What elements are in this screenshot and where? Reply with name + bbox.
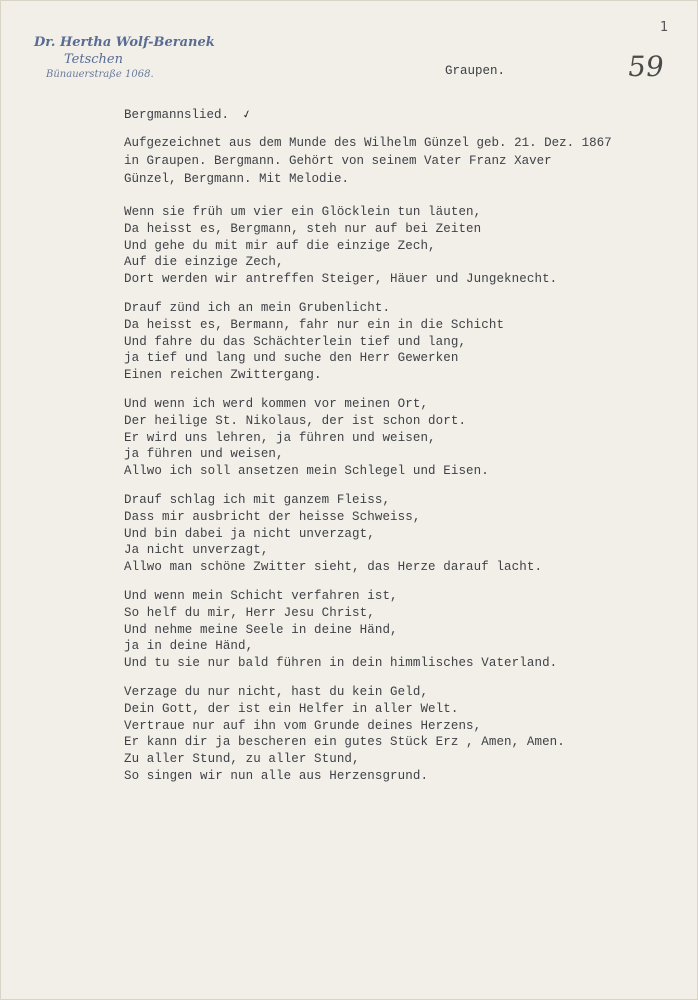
place-heading: Graupen.: [445, 64, 506, 78]
stanza: [124, 492, 684, 576]
verse-line: Und tu sie nur bald führen in dein himmlisches Vaterland.: [124, 656, 558, 671]
verse-line: Dass mir ausbricht der heisse Schweiss,: [124, 509, 421, 524]
check-mark-icon: ✓: [241, 107, 253, 123]
verse-line: Und gehe du mit mir auf die einzige Zech,: [124, 238, 436, 253]
verse-line: Der heilige St. Nikolaus, der ist schon dort.: [124, 413, 467, 428]
intro-line: Aufgezeichnet aus dem Munde des Wilhelm Günzel geb. 21. Dez. 1867: [124, 136, 612, 150]
verse-line: Einen reichen Zwittergang.: [124, 368, 322, 383]
intro-line: Günzel, Bergmann. Mit Melodie.: [124, 172, 350, 186]
verse-line: ja führen und weisen,: [124, 447, 284, 462]
intro-line: in Graupen. Bergmann. Gehört von seinem Vater Franz Xaver: [124, 154, 552, 168]
verse-line: Drauf schlag ich mit ganzem Fleiss,: [124, 492, 391, 507]
song-title: Bergmannslied.: [124, 108, 230, 122]
stanza: [124, 396, 684, 480]
verse-line: ja in deine Händ,: [124, 639, 254, 654]
verse-line: Allwo ich soll ansetzen mein Schlegel und Eisen.: [124, 464, 489, 479]
folio-number: 59: [625, 50, 666, 83]
author-stamp: [34, 34, 214, 82]
stanza: [124, 204, 684, 288]
stamp-street: Bünauerstraße 1068.: [46, 69, 154, 80]
verse-line: Dein Gott, der ist ein Helfer in aller Welt.: [124, 701, 459, 716]
verse-line: Allwo man schöne Zwitter sieht, das Herze darauf lacht.: [124, 560, 543, 575]
verse-line: Und bin dabei ja nicht unverzagt,: [124, 526, 375, 541]
verse-line: Vertraue nur auf ihn vom Grunde deines Herzens,: [124, 718, 482, 733]
stanza: [124, 684, 684, 785]
verse-line: Und fahre du das Schächterlein tief und lang,: [124, 334, 467, 349]
verse-line: ja tief und lang und suche den Herr Gewerken: [124, 351, 459, 366]
verse-line: So helf du mir, Herr Jesu Christ,: [124, 605, 375, 620]
verse-line: Und nehme meine Seele in deine Händ,: [124, 622, 398, 637]
poem-body: [124, 204, 684, 797]
verse-line: Dort werden wir antreffen Steiger, Häuer und Jungeknecht.: [124, 272, 558, 287]
verse-line: Er kann dir ja bescheren ein gutes Stück Erz , Amen, Amen.: [124, 735, 565, 750]
stamp-city: Tetschen: [64, 52, 123, 67]
verse-line: Zu aller Stund, zu aller Stund,: [124, 752, 360, 767]
verse-line: Drauf zünd ich an mein Grubenlicht.: [124, 300, 391, 315]
verse-line: Und wenn ich werd kommen vor meinen Ort,: [124, 396, 429, 411]
verse-line: Er wird uns lehren, ja führen und weisen,: [124, 430, 436, 445]
sheet-number: 1: [660, 20, 669, 35]
verse-line: Da heisst es, Bergmann, steh nur auf bei Zeiten: [124, 221, 482, 236]
song-title-line: [124, 106, 251, 122]
verse-line: Ja nicht unverzagt,: [124, 543, 269, 558]
verse-line: Auf die einzige Zech,: [124, 255, 284, 270]
verse-line: Verzage du nur nicht, hast du kein Geld,: [124, 684, 429, 699]
stamp-name: Dr. Hertha Wolf-Beranek: [34, 35, 215, 50]
stanza: [124, 300, 684, 384]
intro-note: [124, 134, 684, 188]
verse-line: Da heisst es, Bermann, fahr nur ein in die Schicht: [124, 317, 505, 332]
stanza: [124, 588, 684, 672]
verse-line: So singen wir nun alle aus Herzensgrund.: [124, 768, 429, 783]
verse-line: Wenn sie früh um vier ein Glöcklein tun läuten,: [124, 205, 482, 219]
verse-line: Und wenn mein Schicht verfahren ist,: [124, 588, 398, 603]
